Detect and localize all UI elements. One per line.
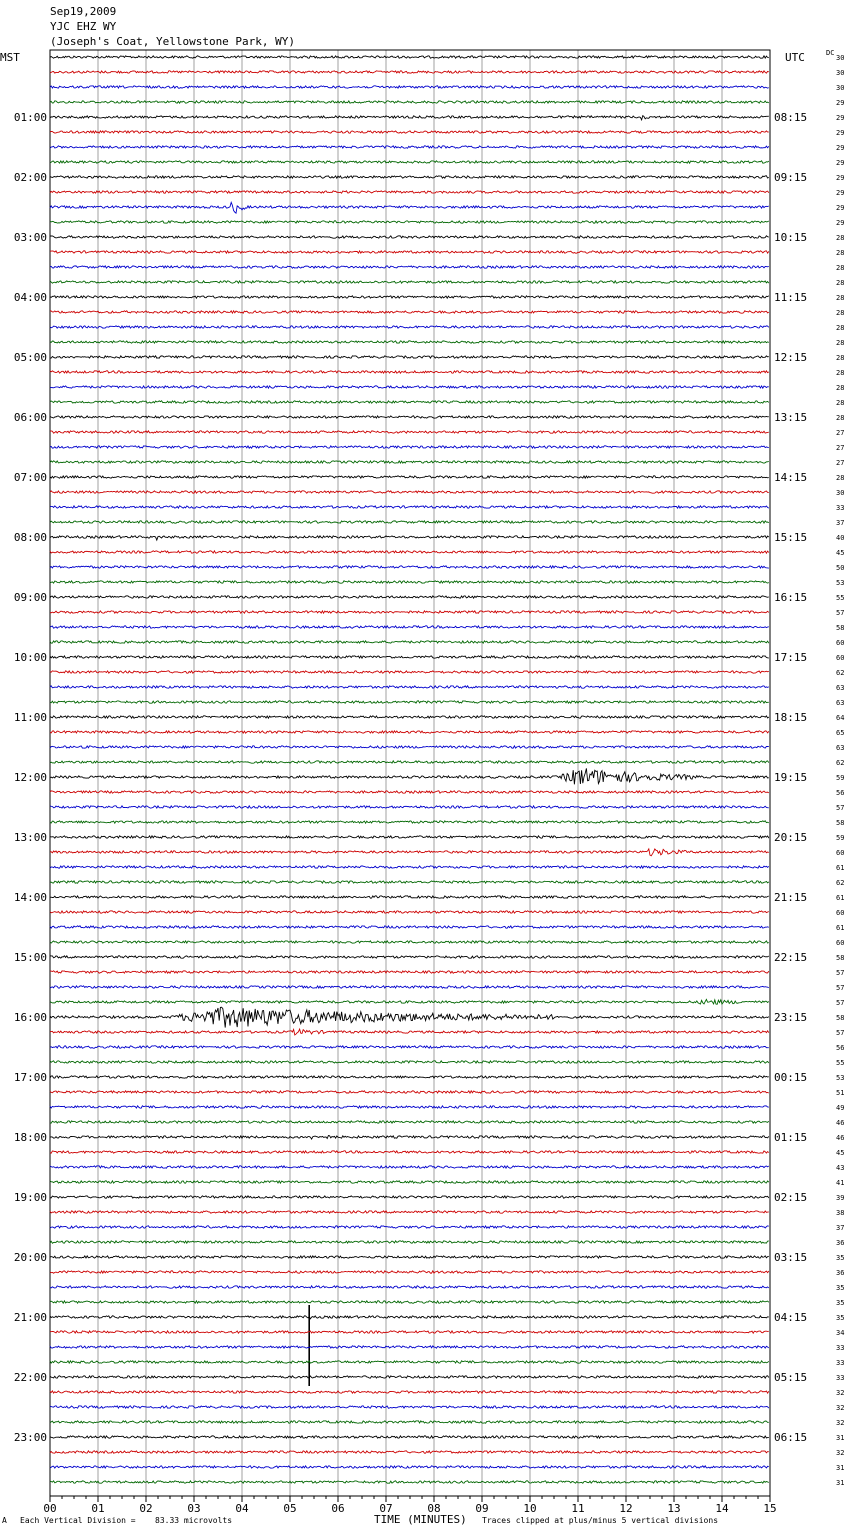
mst-hour-label: 04:00: [13, 291, 47, 304]
dc-value-label: 57: [836, 969, 845, 977]
dc-value-label: 62: [836, 879, 845, 887]
dc-value-label: 58: [836, 1014, 845, 1022]
mst-hour-label: 23:00: [13, 1431, 47, 1444]
dc-value-label: 28: [836, 384, 845, 392]
dc-value-label: 49: [836, 1104, 845, 1112]
dc-value-label: 31: [836, 1464, 845, 1472]
dc-value-label: 60: [836, 849, 845, 857]
x-tick-label: 13: [667, 1502, 681, 1515]
x-tick-label: 15: [763, 1502, 777, 1515]
utc-hour-label: 21:15: [774, 891, 808, 904]
mst-hour-label: 05:00: [13, 351, 47, 364]
mst-hour-label: 15:00: [13, 951, 47, 964]
trace-line: [50, 1121, 769, 1123]
trace-line: [50, 551, 769, 553]
dc-value-label: 29: [836, 114, 845, 122]
dc-value-label: 43: [836, 1164, 845, 1172]
trace-line: [50, 1181, 769, 1183]
dc-value-label: 36: [836, 1269, 845, 1277]
mst-hour-label: 08:00: [13, 531, 47, 544]
trace-line: [50, 926, 769, 928]
trace-line: [50, 251, 769, 253]
mst-hour-label: 17:00: [13, 1071, 47, 1084]
x-tick-label: 06: [331, 1502, 345, 1515]
trace-line: [50, 266, 769, 268]
mst-axis-label: MST: [0, 51, 20, 64]
mst-hour-label: 01:00: [13, 111, 47, 124]
trace-line: [50, 386, 769, 388]
trace-line: [50, 761, 769, 763]
x-tick-label: 07: [379, 1502, 393, 1515]
trace-line: [50, 56, 769, 58]
trace-line: [50, 416, 769, 418]
dc-value-label: 46: [836, 1134, 845, 1142]
dc-value-label: 41: [836, 1179, 845, 1187]
trace-line: [50, 446, 769, 448]
trace-line: [50, 768, 769, 784]
mst-hour-label: 09:00: [13, 591, 47, 604]
dc-value-label: 29: [836, 204, 845, 212]
dc-value-label: 39: [836, 1194, 845, 1202]
dc-value-label: 28: [836, 324, 845, 332]
dc-value-label: 45: [836, 549, 845, 557]
dc-value-label: 33: [836, 504, 845, 512]
dc-value-label: 30: [836, 69, 845, 77]
mst-hour-label: 18:00: [13, 1131, 47, 1144]
dc-value-label: 31: [836, 1434, 845, 1442]
trace-line: [50, 881, 769, 883]
x-tick-label: 14: [715, 1502, 729, 1515]
trace-line: [50, 896, 769, 898]
trace-line: [50, 371, 769, 373]
utc-hour-label: 19:15: [774, 771, 808, 784]
trace-line: [50, 221, 769, 223]
trace-line: [50, 611, 769, 613]
trace-line: [50, 1256, 769, 1258]
dc-value-label: 27: [836, 459, 845, 467]
trace-line: [50, 596, 769, 598]
trace-line: [50, 1451, 769, 1453]
dc-value-label: 56: [836, 1044, 845, 1052]
mst-hour-label: 19:00: [13, 1191, 47, 1204]
footer-mark: A: [2, 1516, 7, 1525]
utc-hour-label: 08:15: [774, 111, 808, 124]
dc-value-label: 58: [836, 954, 845, 962]
trace-line: [50, 356, 769, 358]
trace-line: [50, 1391, 769, 1393]
dc-value-label: 53: [836, 579, 845, 587]
trace-line: [50, 1466, 769, 1468]
dc-value-label: 60: [836, 939, 845, 947]
trace-line: [50, 281, 769, 283]
utc-hour-label: 11:15: [774, 291, 808, 304]
dc-value-label: 28: [836, 414, 845, 422]
dc-value-label: 55: [836, 1059, 845, 1067]
trace-line: [50, 671, 769, 673]
trace-line: [50, 161, 769, 163]
dc-value-label: 37: [836, 519, 845, 527]
trace-line: [50, 311, 769, 313]
trace-line: [50, 836, 769, 838]
dc-value-label: 29: [836, 159, 845, 167]
dc-value-label: 53: [836, 1074, 845, 1082]
dc-value-label: 56: [836, 789, 845, 797]
mst-hour-label: 13:00: [13, 831, 47, 844]
trace-line: [50, 656, 769, 658]
utc-hour-label: 20:15: [774, 831, 808, 844]
x-tick-label: 04: [235, 1502, 249, 1515]
trace-line: [50, 476, 769, 478]
utc-hour-label: 12:15: [774, 351, 808, 364]
trace-line: [50, 1007, 769, 1027]
x-tick-label: 00: [43, 1502, 57, 1515]
dc-value-label: 32: [836, 1389, 845, 1397]
dc-value-label: 51: [836, 1089, 845, 1097]
dc-value-label: 28: [836, 309, 845, 317]
dc-value-label: 57: [836, 984, 845, 992]
dc-value-label: 27: [836, 444, 845, 452]
dc-value-label: 40: [836, 534, 845, 542]
dc-value-label: 33: [836, 1359, 845, 1367]
dc-value-label: 30: [836, 54, 845, 62]
trace-line: [50, 849, 769, 856]
trace-line: [50, 1271, 769, 1273]
utc-hour-label: 02:15: [774, 1191, 808, 1204]
dc-value-label: 63: [836, 744, 845, 752]
dc-value-label: 33: [836, 1374, 845, 1382]
utc-hour-label: 05:15: [774, 1371, 808, 1384]
trace-line: [50, 956, 769, 958]
trace-line: [50, 101, 769, 103]
dc-value-label: 28: [836, 339, 845, 347]
utc-hour-label: 14:15: [774, 471, 808, 484]
trace-line: [50, 1406, 769, 1408]
dc-value-label: 32: [836, 1449, 845, 1457]
trace-line: [50, 1316, 769, 1319]
x-tick-label: 12: [619, 1502, 633, 1515]
dc-value-label: 28: [836, 369, 845, 377]
footer-division-label: Each Vertical Division =: [20, 1516, 136, 1525]
dc-value-label: 28: [836, 399, 845, 407]
dc-value-label: 64: [836, 714, 845, 722]
dc-value-label: 29: [836, 189, 845, 197]
header-date: Sep19,2009: [50, 5, 117, 18]
dc-value-label: 35: [836, 1314, 845, 1322]
utc-hour-label: 13:15: [774, 411, 808, 424]
utc-hour-label: 06:15: [774, 1431, 808, 1444]
dc-value-label: 57: [836, 999, 845, 1007]
trace-line: [50, 326, 769, 328]
trace-line: [50, 1136, 769, 1140]
trace-line: [50, 191, 769, 193]
dc-value-label: 50: [836, 564, 845, 572]
trace-line: [50, 746, 769, 748]
trace-line: [50, 1331, 769, 1333]
dc-value-label: 62: [836, 669, 845, 677]
dc-value-label: 63: [836, 684, 845, 692]
dc-value-label: 60: [836, 639, 845, 647]
trace-line: [50, 1226, 769, 1228]
trace-line: [50, 866, 769, 868]
trace-line: [50, 971, 769, 973]
trace-line: [50, 1211, 769, 1213]
trace-line: [50, 986, 769, 988]
trace-line: [50, 701, 769, 703]
trace-line: [50, 821, 769, 823]
trace-line: [50, 1091, 769, 1093]
trace-line: [50, 1046, 769, 1048]
utc-hour-label: 00:15: [774, 1071, 808, 1084]
dc-value-label: 34: [836, 1329, 845, 1337]
mst-hour-label: 11:00: [13, 711, 47, 724]
trace-line: [50, 86, 769, 88]
dc-value-label: 59: [836, 834, 845, 842]
trace-layer: [50, 56, 769, 1483]
dc-value-label: 29: [836, 174, 845, 182]
dc-value-label: 32: [836, 1419, 845, 1427]
mst-hour-label: 03:00: [13, 231, 47, 244]
x-tick-label: 10: [523, 1502, 537, 1515]
header-location: (Joseph's Coat, Yellowstone Park, WY): [50, 35, 296, 48]
trace-line: [50, 626, 769, 628]
trace-line: [50, 1481, 769, 1483]
dc-value-label: 61: [836, 924, 845, 932]
utc-hour-label: 23:15: [774, 1011, 808, 1024]
mst-hour-label: 21:00: [13, 1311, 47, 1324]
trace-line: [50, 731, 769, 733]
trace-line: [50, 1106, 769, 1108]
mst-hour-label: 07:00: [13, 471, 47, 484]
dc-value-label: 59: [836, 774, 845, 782]
trace-line: [50, 1166, 769, 1168]
utc-axis-label: UTC: [785, 51, 805, 64]
dc-value-label: 63: [836, 699, 845, 707]
dc-value-label: 28: [836, 249, 845, 257]
trace-line: [50, 431, 769, 433]
header-station: YJC EHZ WY: [50, 20, 117, 33]
dc-value-label: 58: [836, 624, 845, 632]
dc-value-label: 29: [836, 219, 845, 227]
mst-hour-label: 10:00: [13, 651, 47, 664]
trace-line: [50, 999, 769, 1004]
trace-line: [50, 806, 769, 808]
trace-line: [50, 1151, 769, 1153]
trace-line: [50, 566, 769, 568]
trace-line: [50, 461, 769, 463]
dc-value-label: 57: [836, 609, 845, 617]
trace-line: [50, 1061, 769, 1063]
utc-hour-label: 22:15: [774, 951, 808, 964]
dc-value-label: 28: [836, 294, 845, 302]
x-tick-label: 11: [571, 1502, 585, 1515]
trace-line: [50, 1346, 769, 1348]
trace-line: [50, 1076, 769, 1078]
dc-value-label: 31: [836, 1479, 845, 1487]
dc-value-label: 35: [836, 1254, 845, 1262]
trace-line: [50, 1196, 769, 1198]
trace-line: [50, 202, 769, 213]
trace-line: [50, 131, 769, 133]
dc-value-label: 35: [836, 1284, 845, 1292]
dc-value-label: 30: [836, 489, 845, 497]
dc-value-label: 29: [836, 129, 845, 137]
dc-value-label: 32: [836, 1404, 845, 1412]
x-tick-label: 02: [139, 1502, 153, 1515]
dc-value-label: 46: [836, 1119, 845, 1127]
dc-value-label: 35: [836, 1299, 845, 1307]
trace-line: [50, 521, 769, 523]
dc-value-label: 27: [836, 429, 845, 437]
utc-hour-label: 04:15: [774, 1311, 808, 1324]
dc-value-label: 30: [836, 84, 845, 92]
utc-hour-label: 17:15: [774, 651, 808, 664]
trace-line: [50, 1286, 769, 1288]
trace-line: [50, 491, 769, 493]
trace-line: [50, 941, 769, 943]
dc-value-label: 62: [836, 759, 845, 767]
trace-line: [50, 911, 769, 913]
footer-division-value: 83.33 microvolts: [155, 1516, 233, 1525]
dc-value-label: 60: [836, 654, 845, 662]
footer-clip-note: Traces clipped at plus/minus 5 vertical divisions: [482, 1516, 719, 1525]
trace-line: [50, 1029, 769, 1035]
mst-hour-label: 20:00: [13, 1251, 47, 1264]
trace-line: [50, 506, 769, 508]
trace-line: [50, 791, 769, 793]
utc-hour-label: 03:15: [774, 1251, 808, 1264]
trace-line: [50, 581, 769, 583]
trace-line: [50, 1361, 769, 1363]
trace-line: [50, 716, 769, 718]
mst-hour-label: 02:00: [13, 171, 47, 184]
trace-line: [50, 1301, 769, 1303]
trace-line: [50, 536, 769, 540]
dc-value-label: 45: [836, 1149, 845, 1157]
trace-line: [50, 1421, 769, 1423]
x-tick-label: 08: [427, 1502, 441, 1515]
utc-hour-label: 10:15: [774, 231, 808, 244]
dc-value-label: 38: [836, 1209, 845, 1217]
trace-line: [50, 176, 769, 178]
trace-line: [50, 296, 769, 298]
utc-hour-label: 01:15: [774, 1131, 808, 1144]
dc-value-label: 57: [836, 804, 845, 812]
dc-value-label: 65: [836, 729, 845, 737]
trace-line: [50, 341, 769, 343]
utc-hour-label: 09:15: [774, 171, 808, 184]
mst-hour-label: 06:00: [13, 411, 47, 424]
x-tick-label: 09: [475, 1502, 489, 1515]
trace-line: [50, 71, 769, 73]
dc-value-label: 57: [836, 1029, 845, 1037]
trace-line: [50, 1376, 769, 1378]
utc-hour-label: 15:15: [774, 531, 808, 544]
dc-value-label: 33: [836, 1344, 845, 1352]
utc-hour-label: 16:15: [774, 591, 808, 604]
x-tick-label: 01: [91, 1502, 105, 1515]
mst-hour-label: 22:00: [13, 1371, 47, 1384]
utc-hour-label: 18:15: [774, 711, 808, 724]
trace-line: [50, 1241, 769, 1243]
trace-line: [50, 1436, 769, 1438]
trace-line: [50, 401, 769, 403]
trace-line: [50, 116, 769, 120]
dc-value-label: 28: [836, 354, 845, 362]
x-tick-label: 05: [283, 1502, 297, 1515]
trace-line: [50, 641, 769, 643]
dc-value-label: 36: [836, 1239, 845, 1247]
dc-value-label: 37: [836, 1224, 845, 1232]
mst-hour-label: 14:00: [13, 891, 47, 904]
dc-value-label: 60: [836, 909, 845, 917]
dc-value-label: 28: [836, 234, 845, 242]
trace-line: [50, 146, 769, 148]
trace-line: [50, 236, 769, 238]
dc-value-label: 61: [836, 894, 845, 902]
dc-value-label: 29: [836, 99, 845, 107]
dc-axis-label: DC: [826, 49, 835, 57]
dc-value-label: 28: [836, 474, 845, 482]
trace-line: [50, 686, 769, 688]
dc-value-label: 28: [836, 264, 845, 272]
dc-value-label: 58: [836, 819, 845, 827]
x-tick-label: 03: [187, 1502, 201, 1515]
mst-hour-label: 12:00: [13, 771, 47, 784]
dc-value-label: 55: [836, 594, 845, 602]
x-axis-title: TIME (MINUTES): [374, 1513, 467, 1526]
dc-value-label: 29: [836, 144, 845, 152]
mst-hour-label: 16:00: [13, 1011, 47, 1024]
dc-value-label: 61: [836, 864, 845, 872]
dc-value-label: 28: [836, 279, 845, 287]
